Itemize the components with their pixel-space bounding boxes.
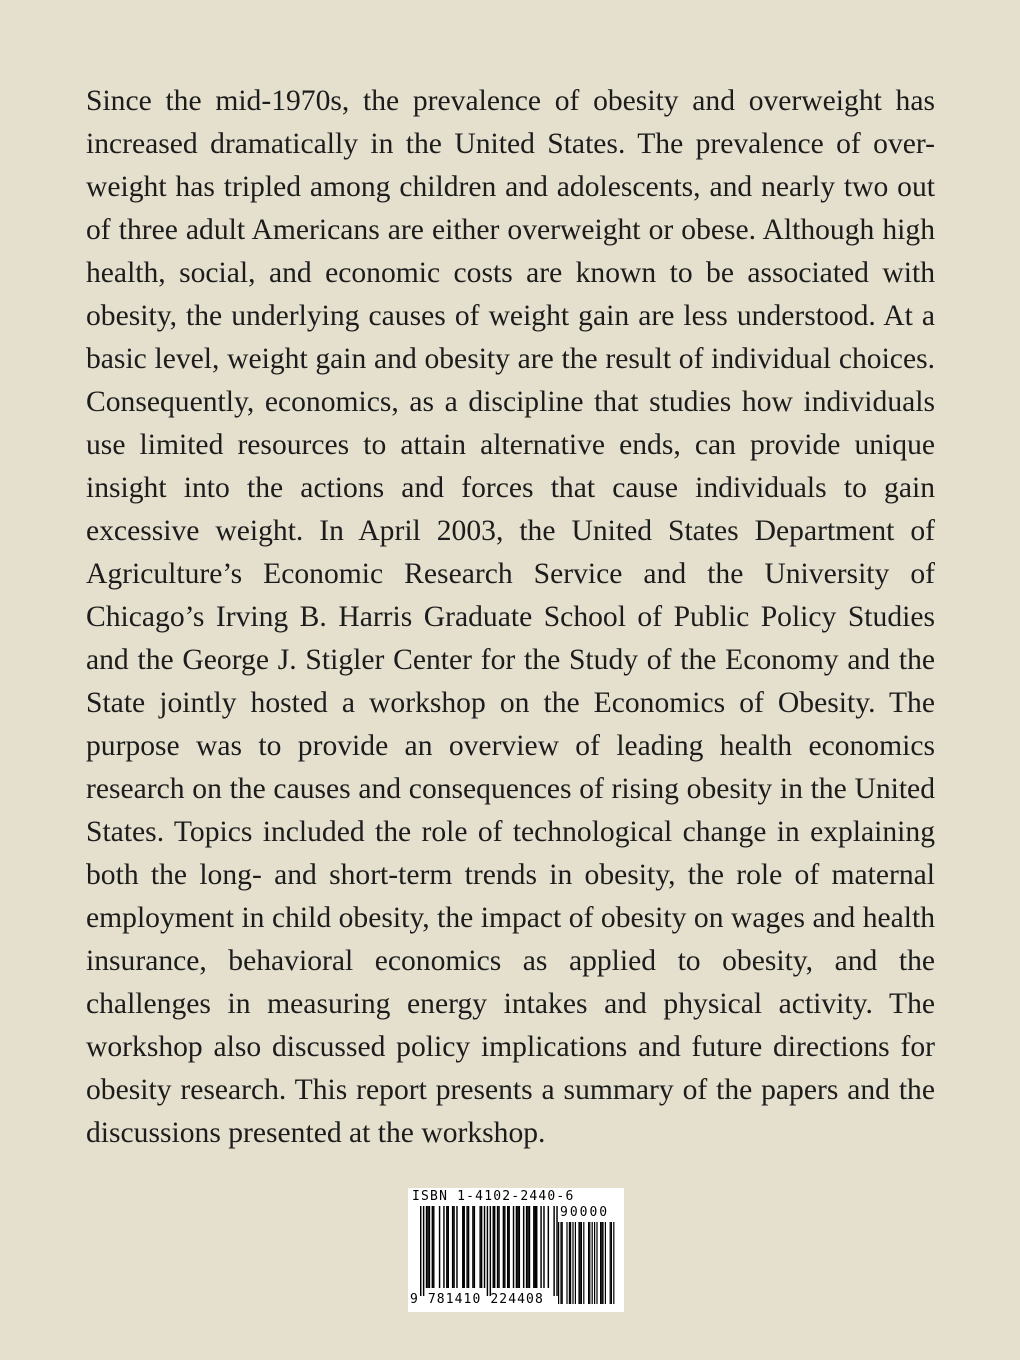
barcode-bar <box>504 1206 505 1288</box>
barcode-bar <box>526 1206 527 1288</box>
barcode-bar <box>513 1206 514 1288</box>
barcode-bar <box>464 1206 465 1288</box>
barcode-bar <box>446 1206 447 1288</box>
back-cover-description: Since the mid-1970s, the prevalence of obesity and overweight has increased dramatically in the United States. The prevalence of over-weight has tripled among children and adolescents, and nearly two out of three adult Americans are either overweight or obese. Although high health, social, and economic costs are known to be associated with obesity, the underlying causes of weight gain are less understood. At a basic level, weight gain and obesity are the result of individual choices. Consequently, economics, as a discipline that studies how individuals use limited resources to attain alternative ends, can provide unique insight into the actions and forces that cause individuals to gain excessive weight. In April 2003, the United States Department of Agriculture’s Economic Research Service and the University of Chicago’s Irving B. Harris Graduate School of Public Policy Studies and the George J. Stigler Center for the Study of the Economy and the State jointly hosted a workshop on the Economics of Obesity. The purpose was to provide an overview of leading health economics research on the causes and consequences of rising obesity in the United States. Topics included the role of technological change in explaining both the long- and short-term trends in obesity, the role of maternal employment in child obesity, the impact of obesity on wages and health insurance, behavioral economics as applied to obesity, and the challenges in measuring energy intakes and physical activity. The workshop also discussed policy implications and future directions for obesity research. This report presents a summary of the papers and the discussions presented at the workshop. <box>86 85 935 1149</box>
barcode-bar <box>427 1206 428 1288</box>
barcode-bar <box>423 1206 424 1296</box>
addon-bar <box>589 1222 590 1304</box>
barcode-bar <box>507 1206 508 1288</box>
barcode-bar <box>462 1206 463 1288</box>
addon-bar <box>569 1222 570 1304</box>
ean-digits: 9 781410 224408 <box>410 1292 544 1307</box>
barcode-bar <box>448 1206 449 1288</box>
barcode-bar <box>443 1206 444 1288</box>
barcode-bar <box>420 1206 421 1296</box>
barcode-bar <box>508 1206 509 1288</box>
addon-bar <box>560 1222 561 1304</box>
barcode-bar <box>439 1206 440 1288</box>
addon-bar <box>602 1222 603 1304</box>
barcode-bar <box>452 1206 453 1288</box>
barcode-bar <box>468 1206 469 1288</box>
barcode-bar <box>433 1206 434 1288</box>
addon-bar <box>581 1222 582 1304</box>
barcode-bar <box>548 1206 549 1288</box>
barcode-bar <box>535 1206 536 1288</box>
barcode-bar <box>536 1206 537 1288</box>
barcode-bar <box>426 1206 427 1288</box>
barcode-bar <box>516 1206 517 1288</box>
addon-bar <box>566 1222 567 1304</box>
barcode-bar <box>543 1206 544 1288</box>
barcode-bar <box>474 1206 475 1288</box>
barcode-bar <box>456 1206 457 1288</box>
addon-bar <box>601 1222 602 1304</box>
barcode-bar <box>553 1206 554 1296</box>
addon-bar <box>605 1222 606 1304</box>
addon-bar <box>594 1222 595 1304</box>
addon-bar <box>588 1222 589 1304</box>
addon-bar <box>596 1222 597 1304</box>
barcode-bar <box>517 1206 518 1288</box>
addon-bar <box>613 1222 614 1304</box>
addon-bar <box>562 1222 563 1304</box>
barcode-bar <box>472 1206 473 1288</box>
addon-bar <box>610 1222 611 1304</box>
barcode-bar <box>487 1206 488 1296</box>
barcode-bar <box>429 1206 430 1288</box>
addon-bar <box>580 1222 581 1304</box>
barcode-bar <box>432 1206 433 1288</box>
addon-bar <box>583 1222 584 1304</box>
addon-bar <box>570 1222 571 1304</box>
barcode-bar <box>498 1206 499 1288</box>
addon-bar <box>592 1222 593 1304</box>
barcode-bar <box>533 1206 534 1288</box>
barcode-bar <box>519 1206 520 1288</box>
addon-bar <box>558 1222 559 1304</box>
barcode-bar <box>490 1206 491 1296</box>
addon-bar <box>600 1222 601 1304</box>
barcode-bar <box>453 1206 454 1288</box>
barcode-bar <box>481 1206 482 1288</box>
barcode-bar <box>503 1206 504 1288</box>
barcode-bar <box>527 1206 528 1288</box>
addon-bar <box>578 1222 579 1304</box>
barcode-bar <box>484 1206 485 1288</box>
isbn-barcode <box>408 1188 624 1312</box>
barcode-bar <box>556 1206 557 1296</box>
barcode-bar <box>466 1206 467 1288</box>
price-code: 90000 <box>560 1205 610 1220</box>
isbn-label: ISBN 1-4102-2440-6 <box>412 1189 575 1204</box>
barcode-bar <box>494 1206 495 1288</box>
addon-bar <box>611 1222 612 1304</box>
addon-bar <box>575 1222 576 1304</box>
barcode-bar <box>479 1206 480 1288</box>
barcode-bar <box>529 1206 530 1288</box>
barcode-bar <box>540 1206 541 1288</box>
barcode-bar <box>493 1206 494 1288</box>
addon-bar <box>572 1222 573 1304</box>
barcode-bar <box>497 1206 498 1288</box>
barcode-bar <box>523 1206 524 1288</box>
